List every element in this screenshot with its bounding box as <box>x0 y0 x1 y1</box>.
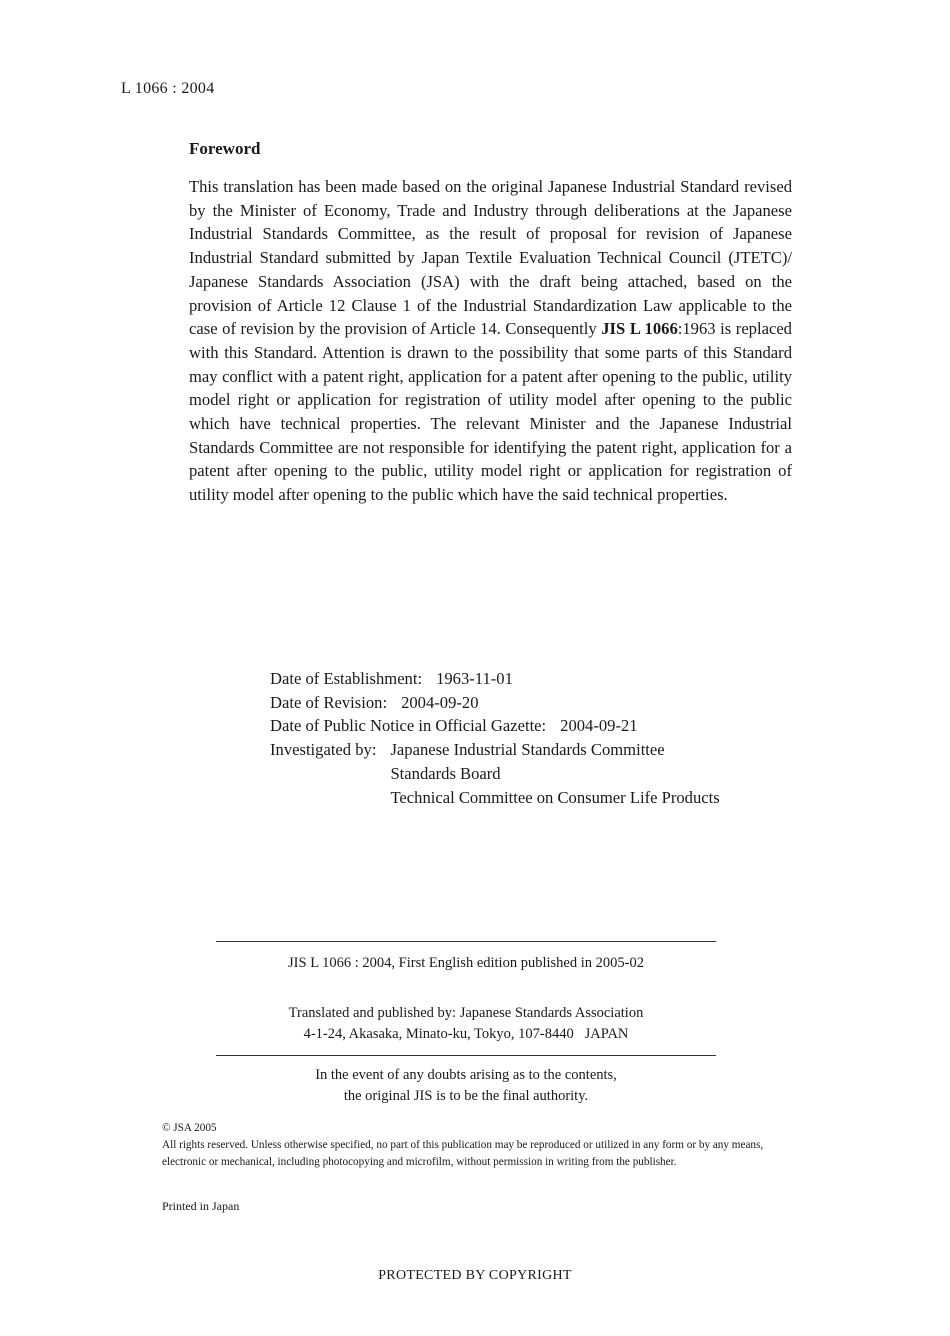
investigated-line: Japanese Industrial Standards Committee <box>390 740 665 760</box>
notice-row <box>270 714 720 738</box>
revision-label: Date of Revision: <box>270 692 388 712</box>
publisher-line: Translated and published by: Japanese Standards Association <box>288 1005 644 1021</box>
copyright-block <box>162 1120 782 1171</box>
authority-line: the original JIS is to be the final authority. <box>343 1088 589 1104</box>
revision-row <box>270 691 720 715</box>
investigated-row <box>270 738 720 809</box>
foreword-body <box>189 175 792 507</box>
foreword-text-part2: :1963 is replaced with this Standard. Attention is drawn to the possibility that some parts of this Standard may conflict with a patent right, application for a patent after opening to the public, utility model right or application for registration of utility model after opening to the public which have technical properties. The relevant Minister and the Japanese Industrial Standards Committee are not responsible for identifying the patent right, application for a patent after opening to the public, utility model right or application for registration of utility model after opening to the public which have the said technical properties. <box>189 319 792 505</box>
protected-footer: PROTECTED BY COPYRIGHT <box>378 1268 572 1283</box>
divider-bottom <box>216 1055 716 1056</box>
establishment-row <box>270 667 720 691</box>
divider-top <box>216 941 716 942</box>
foreword-standard-reference: JIS L 1066 <box>601 319 678 339</box>
publisher-block <box>216 1003 716 1045</box>
date-block <box>270 667 720 809</box>
edition-line: JIS L 1066 : 2004, First English edition published in 2005-02 <box>288 955 644 971</box>
notice-label: Date of Public Notice in Official Gazette: <box>270 716 547 736</box>
investigated-line: Technical Committee on Consumer Life Products <box>390 787 720 807</box>
foreword-text-part1: This translation has been made based on the original Japanese Industrial Standard revised by the Minister of Economy, Trade and Industry through deliberations at the Japanese Industrial Standards Committee, as the result of proposal for revision of Japanese Industrial Standard submitted by Japan Textile Evaluation Technical Council (JTETC)/ Japanese Standards Association (JSA) with the draft being attached, based on the provision of Article 12 Clause 1 of the Industrial Standardization Law applicable to the case of revision by the provision of Article 14. Consequently <box>189 177 792 339</box>
rights-statement: All rights reserved. Unless otherwise specified, no part of this publication may be reproduced or utilized in any form or by any means, electronic or mechanical, including photocopying and microfilm, without permission in writing from the publisher. <box>162 1139 764 1168</box>
revision-value: 2004-09-20 <box>401 692 479 712</box>
authority-note <box>216 1065 716 1107</box>
copyright-notice: © JSA 2005 <box>162 1122 217 1134</box>
printed-in: Printed in Japan <box>162 1199 240 1213</box>
notice-value: 2004-09-21 <box>560 716 638 736</box>
foreword-heading: Foreword <box>189 139 261 158</box>
page-identifier: L 1066 : 2004 <box>121 80 215 97</box>
publisher-address: 4-1-24, Akasaka, Minato-ku, Tokyo, 107-8440 JAPAN <box>303 1026 629 1042</box>
investigated-line: Standards Board <box>390 763 501 783</box>
authority-line: In the event of any doubts arising as to the contents, <box>315 1067 617 1083</box>
establishment-value: 1963-11-01 <box>436 669 513 688</box>
establishment-label: Date of Establishment: <box>270 669 423 688</box>
investigated-by-list <box>390 738 719 809</box>
investigated-label: Investigated by: <box>270 740 377 760</box>
